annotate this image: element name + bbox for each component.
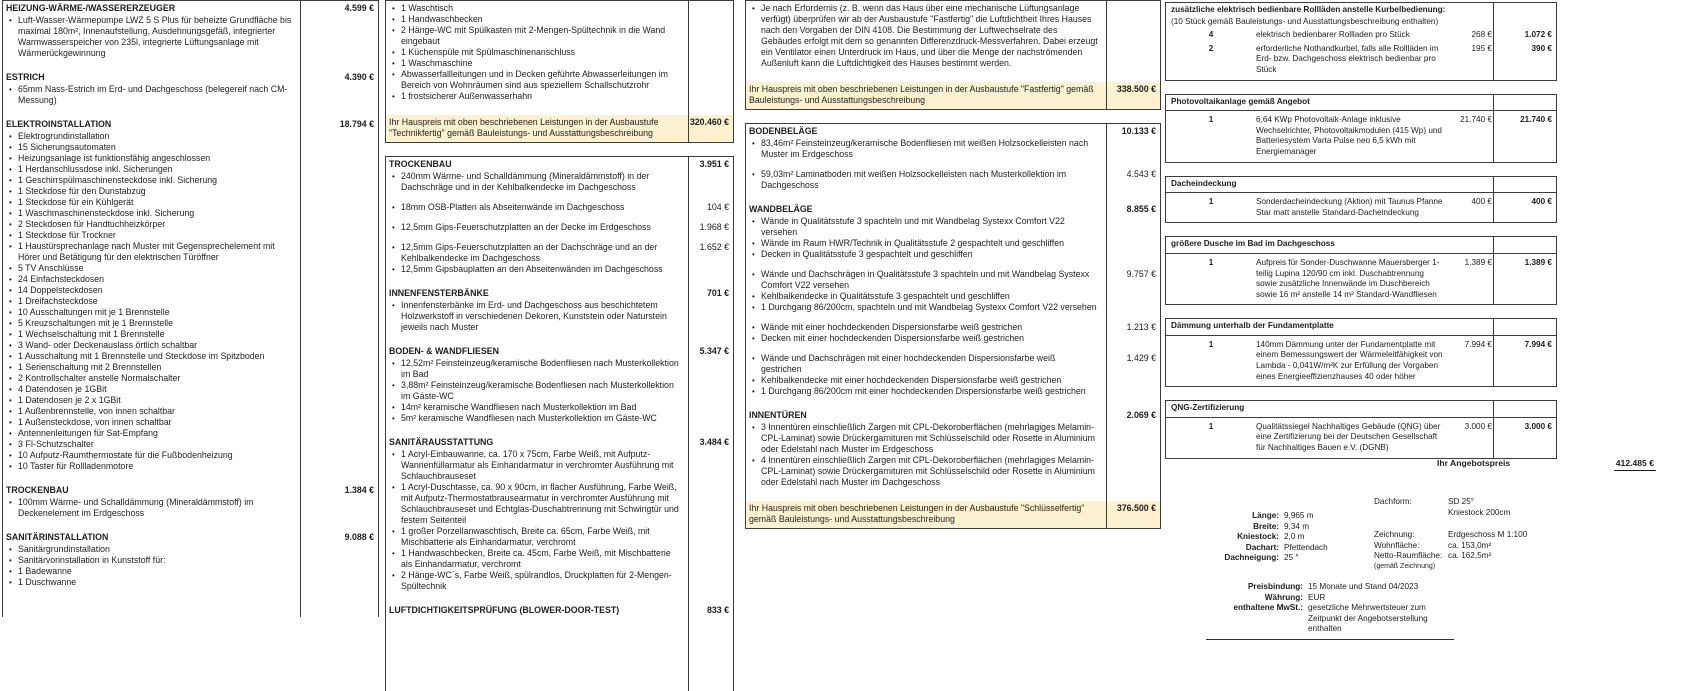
spec-row — [1206, 553, 1328, 564]
spec-label: Kniestock: — [1237, 532, 1279, 542]
item-group — [3, 131, 378, 472]
spec-value: 2,0 m — [1284, 532, 1305, 542]
option-description: elektrisch bedienbarer Rollladen pro Stück — [1256, 30, 1410, 40]
item-group — [3, 15, 378, 59]
section — [3, 532, 378, 588]
option-box — [1165, 236, 1557, 305]
line-item: • Wände im Raum HWR/Technik in Qualitätsstufe 2 gespachtelt und geschliffen — [749, 238, 1098, 249]
section — [3, 119, 378, 472]
option-quantity: 1 — [1208, 421, 1214, 431]
item-group-text — [746, 422, 1106, 488]
option-total-price: 390 € — [1531, 43, 1552, 53]
spec-value: 15 Monate und Stand 04/2023 — [1308, 582, 1419, 591]
spec-label: Wohnfläche: — [1374, 540, 1420, 550]
item-group-text — [386, 222, 688, 233]
price-banner — [386, 115, 733, 142]
section-title: INNENTÜREN — [749, 410, 807, 420]
technikfertig-table — [385, 0, 734, 143]
group-price: 9.757 € — [1126, 269, 1156, 279]
option-unit-price: 21.740 € — [1460, 115, 1492, 125]
item-group-text — [3, 131, 300, 472]
line-item: • 5m² keramische Wandfliesen nach Musterkollektion im Gäste-WC — [389, 413, 680, 424]
option-quantity: 1 — [1208, 115, 1214, 125]
section-price: 8.855 € — [1126, 204, 1156, 214]
item-group-text — [746, 169, 1106, 191]
column-3-panel — [745, 0, 1161, 529]
section — [386, 288, 733, 333]
line-item: • 24 Einfachsteckdosen — [6, 274, 292, 285]
spec-row — [1206, 593, 1454, 604]
option-unit-price: 7.994 € — [1464, 339, 1492, 349]
line-item: • 1 Haustürsprechanlage nach Muster mit Gegensprechelement mit Hörer und Betätigung für den elektrischen Türöffner — [6, 241, 292, 263]
spec-row — [1206, 543, 1328, 554]
item-group-text — [746, 3, 1106, 69]
section — [386, 605, 733, 616]
item-group — [746, 216, 1160, 260]
option-box — [1165, 94, 1557, 163]
line-item: • 14 Doppelsteckdosen — [6, 285, 292, 296]
option-unit-price: 1.389 € — [1464, 257, 1492, 267]
item-group — [3, 544, 378, 588]
spec-value-line: ca. 153,0m² — [1448, 540, 1492, 550]
spec-label: Zeichnung: — [1374, 530, 1415, 540]
option-row — [1166, 113, 1556, 158]
spec-row — [1206, 582, 1454, 593]
option-box-title: Dacheindeckung — [1166, 177, 1556, 194]
line-item: • Decken mit einer hochdeckenden Dispersionsfarbe weiß gestrichen — [749, 333, 1098, 344]
item-group-text — [3, 544, 300, 588]
option-unit-price: 3.000 € — [1464, 421, 1492, 431]
line-item: • 5 TV Anschlüsse — [6, 263, 292, 274]
line-item: • 3 FI-Schutzschalter — [6, 439, 292, 450]
section — [3, 3, 378, 59]
spec-value — [1448, 551, 1491, 562]
group-price: 104 € — [706, 202, 729, 212]
line-item: • 1 Handwaschbecken, Breite ca. 45cm, Farbe Weiß, mit Mischbatterie als Einhandarmatur, verchromt — [389, 548, 680, 570]
banner-price: 376.500 € — [1116, 503, 1156, 513]
section-price: 4.390 € — [344, 72, 374, 82]
line-item: • 1 Waschmaschinensteckdose inkl. Sicherung — [6, 208, 292, 219]
offer-price-value: 412.485 € — [1614, 458, 1656, 471]
section-price: 10.133 € — [1121, 126, 1156, 136]
line-item: • Heizungsanlage ist funktionsfähig angeschlossen — [6, 153, 292, 164]
price-conditions-block — [1206, 582, 1454, 640]
item-group — [386, 300, 733, 333]
option-row — [1166, 42, 1556, 77]
line-item: • 4 Datendosen je 1GBit — [6, 384, 292, 395]
spec-row — [1206, 522, 1328, 533]
item-group-text — [3, 84, 300, 106]
line-item: • 1 Steckdose für ein Kühlgerät — [6, 197, 292, 208]
line-item: • 1 frostsicherer Außenwasserhahn — [389, 91, 680, 102]
spec-row — [1206, 532, 1328, 543]
spec-label: (gemäß Zeichnung) — [1374, 562, 1436, 570]
item-group-text — [386, 3, 688, 102]
spec-label: Dachform: — [1374, 497, 1412, 506]
line-item: • Sanitärvorinstallation in Kunststoff für: — [6, 555, 292, 566]
option-box-title: größere Dusche im Bad im Dachgeschoss — [1166, 237, 1556, 254]
section — [746, 126, 1160, 191]
line-item: • Kehlbalkendecke mit einer hochdeckenden Dispersionsfarbe weiß gestrichen — [749, 375, 1098, 386]
roof-drawing-block — [1374, 497, 1527, 571]
item-group — [386, 242, 733, 275]
group-price: 1.652 € — [699, 242, 729, 252]
section-price: 701 € — [706, 288, 729, 298]
section-header-row — [386, 346, 733, 357]
item-group — [746, 169, 1160, 191]
banner-price: 320.460 € — [689, 117, 729, 127]
line-item: • 1 Badewanne — [6, 566, 292, 577]
section-header-row — [746, 126, 1160, 137]
item-group — [746, 3, 1160, 69]
option-total-price: 1.389 € — [1524, 257, 1552, 267]
line-item: • 1 Serienschaltung mit 2 Brennstellen — [6, 362, 292, 373]
spec-row — [1374, 551, 1527, 562]
spec-value: gesetzliche Mehrwertsteuer zum Zeitpunkt der Angebotserstellung enthalten — [1308, 603, 1428, 634]
option-description: Sonderdacheindeckung (Aktion) mit Taunus Pfanne Star matt anstelle Standard-Dacheindeckung — [1256, 197, 1443, 217]
line-item: • 4 Innentüren einschließlich Zargen mit CPL-Dekoroberflächen (mehrlagiges Melamin-CPL-Laminat) sowie Drückergarnituren mit Schlüsselschild oder Rosette in Aluminium oder Edelstahl nach Muster im Dachgeschoss — [749, 455, 1098, 488]
section-header-row — [3, 485, 378, 496]
option-description: 6,64 KWp Photovoltaik-Anlage inklusive Wechselrichter, Photovoltaikmodulen (415 Wp) und Batteriesystem Varta Pulse neo 6,5 kWh mit Energiemanager — [1256, 115, 1442, 156]
spec-value — [1448, 530, 1527, 541]
section — [746, 204, 1160, 397]
line-item: • 1 Dreifachsteckdose — [6, 296, 292, 307]
section — [3, 485, 378, 519]
option-box-subtitle: (10 Stück gemäß Bauleistungs- und Ausstattungsbeschreibung enthalten) — [1171, 16, 1439, 26]
option-box-title: Photovoltaikanlage gemäß Angebot — [1166, 95, 1556, 112]
line-item: • 10 Aufputz-Raumthermostate für die Fußbodenheizung — [6, 450, 292, 461]
line-item: • Wände und Dachschrägen mit einer hochdeckenden Dispersionsfarbe weiß gestrichen — [749, 353, 1098, 375]
option-quantity: 1 — [1208, 197, 1214, 207]
line-item: • 1 Duschwanne — [6, 577, 292, 588]
line-item: • 240mm Wärme- und Schalldämmung (Mineraldämmstoff) in der Dachschräge und in der Kehlbalkendecke im Dachgeschoss — [389, 171, 680, 193]
spec-row — [1374, 562, 1527, 571]
spec-row — [1374, 541, 1527, 552]
line-item: • Wände in Qualitätsstufe 3 spachteln und mit Wandbelag Systexx Comfort V22 versehen — [749, 216, 1098, 238]
spec-value-line: SD 25° — [1448, 497, 1475, 506]
section — [746, 410, 1160, 488]
option-box-title: QNG-Zertifizierung — [1166, 401, 1556, 418]
line-item: • 2 Hänge-WC mit Spülkasten mit 2-Mengen-Spültechnik in die Wand eingebaut — [389, 25, 680, 47]
item-group — [386, 202, 733, 213]
column-4-panel — [1165, 2, 1557, 472]
option-total-price: 21.740 € — [1520, 115, 1552, 125]
line-item: • 10 Taster für Rollladenmotore — [6, 461, 292, 472]
group-price: 4.543 € — [1126, 169, 1156, 179]
group-price: 1.213 € — [1126, 322, 1156, 332]
section-title: ELEKTROINSTALLATION — [6, 119, 112, 129]
line-item: • 2 Hänge-WC´s, Farbe Weiß, spülrandlos, Druckplatten für 2-Mengen-Spültechnik — [389, 570, 680, 592]
section-price: 3.951 € — [699, 159, 729, 169]
item-group-text — [746, 138, 1106, 160]
option-row — [1166, 195, 1556, 219]
line-item: • 1 Geschirrspülmaschinensteckdose inkl. Sicherung — [6, 175, 292, 186]
spec-label: Dachart: — [1245, 542, 1279, 552]
section-header-row — [746, 410, 1160, 421]
section — [3, 72, 378, 106]
section-price: 18.794 € — [339, 119, 374, 129]
section-header-row — [3, 532, 378, 543]
price-banner — [746, 82, 1160, 109]
line-item: • 65mm Nass-Estrich im Erd- und Dachgeschoss (belegereif nach CM-Messung) — [6, 84, 292, 106]
item-group-text — [386, 171, 688, 193]
section-header-row — [3, 72, 378, 83]
spec-label: Währung: — [1264, 592, 1303, 602]
item-group — [3, 84, 378, 106]
section-price: 4.599 € — [344, 3, 374, 13]
spec-row — [1206, 603, 1454, 635]
option-quantity: 4 — [1208, 30, 1214, 40]
line-item: • Sanitärgrundinstallation — [6, 544, 292, 555]
line-item: • 1 Außenbrennstelle, von innen schaltbar — [6, 406, 292, 417]
banner-text: Ihr Hauspreis mit oben beschriebenen Leistungen in der Ausbaustufe "Technikfertig" gemäß Bauleistungs- und Ausstattungsbeschreibung — [389, 117, 659, 138]
schluesselfertig-table — [745, 123, 1161, 529]
section-header-row — [746, 204, 1160, 215]
section-price: 1.384 € — [344, 485, 374, 495]
item-group-text — [386, 358, 688, 424]
section — [386, 159, 733, 275]
line-item: • 3,88m² Feinsteinzeug/keramische Bodenfliesen nach Musterkollektion im Gäste-WC — [389, 380, 680, 402]
line-item: • 83,46m² Feinsteinzeug/keramische Bodenfliesen mit weißen Holzsockelleisten nach Muster im Erdgeschoss — [749, 138, 1098, 160]
section-header-row — [3, 119, 378, 130]
spec-value: Pfettendach — [1284, 542, 1328, 552]
option-box-title: zusätzliche elektrisch bedienbare Rollläden anstelle Kurbelbedienung: — [1171, 5, 1446, 14]
section-header-row — [386, 159, 733, 170]
spec-value — [1448, 497, 1510, 518]
technik-table-left — [2, 0, 379, 617]
section — [746, 3, 1160, 69]
section-price: 5.347 € — [699, 346, 729, 356]
item-group — [746, 322, 1160, 344]
line-item: • Wände und Dachschrägen in Qualitätsstufe 3 spachteln und mit Wandbelag Systexx Comfort V22 versehen — [749, 269, 1098, 291]
line-item: • Kehlbalkendecke in Qualitätsstufe 3 gespachtelt und geschliffen — [749, 291, 1098, 302]
spec-row — [1206, 511, 1328, 522]
line-item: • Luft-Wasser-Wärmepumpe LWZ 5 S Plus für beheizte Grundfläche bis maximal 180m², Innenaufstellung, Ausdehnungsgefäß, integrierter Warmwasserspeicher von 235l, integrierte Lüftungsanlage mit Wärmerückgewinnung — [6, 15, 292, 59]
line-item: • 100mm Wärme- und Schalldämmung (Mineraldämmstoff) im Deckenelement im Erdgeschoss — [6, 497, 292, 519]
section-header-row — [3, 3, 378, 14]
line-item: • 1 Acryl-Duschtasse, ca. 90 x 90cm, in flacher Ausführung, Farbe Weiß, mit Aufputz-Thermostatbrausearmatur in verchromter Ausführung mit Schlauchbrauseset und Echtglas-Duschabtrennung mit Schwingtür und festem Seitenteil — [389, 482, 680, 526]
option-total-price: 3.000 € — [1524, 421, 1552, 431]
option-description: 140mm Dämmung unter der Fundamentplatte mit einem Bemessungswert der Wärmeleitfähigkeit von Lambda - 0,041W/m²K zur Erfüllung der Vorgaben eines Energieeffizienzhauses 40 oder höher — [1256, 339, 1443, 381]
spec-label: Dachneigung: — [1224, 553, 1279, 563]
line-item: • Wände mit einer hochdeckenden Dispersionsfarbe weiß gestrichen — [749, 322, 1098, 333]
line-item: • 1 Waschtisch — [389, 3, 680, 14]
section-title: HEIZUNG-WÄRME-/WASSERERZEUGER — [6, 3, 176, 13]
item-group-text — [3, 497, 300, 519]
spec-value — [1448, 541, 1491, 552]
item-group-text — [746, 269, 1106, 313]
section-title: TROCKENBAU — [389, 159, 452, 169]
item-group — [746, 353, 1160, 397]
line-item: • 1 Datendosen je 2 x 1GBit — [6, 395, 292, 406]
item-group-text — [3, 15, 300, 59]
spec-label: Breite: — [1253, 521, 1279, 531]
line-item: • 1 Außensteckdose, von innen schaltbar — [6, 417, 292, 428]
section-title: SANITÄRAUSSTATTUNG — [389, 437, 494, 447]
line-item: • Elektrogrundinstallation — [6, 131, 292, 142]
section-price: 9.088 € — [344, 532, 374, 542]
option-row — [1166, 420, 1556, 455]
option-quantity: 2 — [1208, 43, 1214, 53]
banner-price: 338.500 € — [1116, 84, 1156, 94]
option-unit-price: 268 € — [1471, 30, 1492, 40]
line-item: • 12,5mm Gipsbauplatten an den Abseitenwänden im Dachgeschoss — [389, 264, 680, 275]
option-box — [1165, 2, 1557, 81]
line-item: • 1 Steckdose für Trockner — [6, 230, 292, 241]
option-box — [1165, 318, 1557, 387]
line-item: • 1 Herdanschlussdose inkl. Sicherungen — [6, 164, 292, 175]
line-item: • 3 Wand- oder Deckenauslass örtlich schaltbar — [6, 340, 292, 351]
option-box — [1165, 400, 1557, 458]
line-item: • Decken in Qualitätsstufe 3 gespachtelt und geschliffen — [749, 249, 1098, 260]
spec-value: 9,965 m — [1284, 511, 1314, 520]
line-item: • 1 Waschmaschine — [389, 58, 680, 69]
section-header-row — [386, 288, 733, 299]
group-price: 1.429 € — [1126, 353, 1156, 363]
spec-row — [1374, 530, 1527, 541]
section-title: BODEN- & WANDFLIESEN — [389, 346, 499, 356]
spec-label: enthaltene MwSt.: — [1233, 603, 1303, 613]
option-unit-price: 400 € — [1471, 197, 1492, 207]
option-quantity: 1 — [1208, 257, 1214, 267]
item-group-text — [746, 216, 1106, 260]
option-description: erforderliche Nothandkurbel, falls alle Rollläden im Erd- bzw. Dachgeschoss elektrisch bedienbar pro Stück — [1256, 43, 1439, 74]
spec-label: Netto-Raumfläche: — [1374, 551, 1443, 561]
item-group-text — [746, 353, 1106, 397]
item-group — [386, 449, 733, 592]
section-price: 3.484 € — [699, 437, 729, 447]
line-item: • 1 Wechselschaltung mit 1 Brennstelle — [6, 329, 292, 340]
option-total-price: 7.994 € — [1524, 339, 1552, 349]
spec-value-line: Erdgeschoss M 1:100 — [1448, 530, 1528, 540]
section-title: TROCKENBAU — [6, 485, 69, 495]
section — [386, 3, 733, 102]
line-item: • 1 Ausschaltung mit 1 Brennstelle und Steckdose im Spitzboden — [6, 351, 292, 362]
line-item: • Abwasserfallleitungen und in Decken geführte Abwasserleitungen im Bereich von Wohnräumen sind aus speziellem Schallschutzrohr — [389, 69, 680, 91]
section-title: ESTRICH — [6, 72, 45, 82]
line-item: • 2 Steckdosen für Handtuchheizkörper — [6, 219, 292, 230]
item-group-text — [386, 300, 688, 333]
option-box-title: Dämmung unterhalb der Fundamentplatte — [1166, 319, 1556, 336]
spec-value: EUR — [1308, 592, 1326, 602]
option-total-price: 400 € — [1531, 197, 1552, 207]
offer-price-label: Ihr Angebotspreis — [1437, 458, 1511, 468]
spec-label: Länge: — [1252, 511, 1279, 520]
item-group — [386, 222, 733, 233]
item-group — [746, 269, 1160, 313]
spec-value: 9,34 m — [1284, 521, 1310, 531]
option-quantity: 1 — [1208, 339, 1214, 349]
line-item: • 5 Kreuzschaltungen mit je 1 Brennstelle — [6, 318, 292, 329]
section-title: BODENBELÄGE — [749, 126, 818, 136]
line-item: • 1 Küchenspüle mit Spülmaschinenanschluss — [389, 47, 680, 58]
line-item: • 1 Durchgang 86/200cm, spachteln und mit Wandbelag Systexx Comfort V22 versehen — [749, 302, 1098, 313]
item-group — [3, 497, 378, 519]
banner-text: Ihr Hauspreis mit oben beschriebenen Leistungen in der Ausbaustufe "Fastfertig" gemäß Bauleistungs- und Ausstattungsbeschreibung — [749, 84, 1094, 105]
option-row — [1166, 28, 1556, 42]
item-group-text — [386, 242, 688, 275]
section-title: INNENFENSTERBÄNKE — [389, 288, 489, 298]
line-item: • 3 Innentüren einschließlich Zargen mit CPL-Dekoroberflächen (mehrlagiges Melamin-CPL-Laminat) sowie Drückergarnituren mit Schlüsselschild oder Rosette in Aluminium oder Edelstahl nach Muster im Erdgeschoss — [749, 422, 1098, 455]
fastfertig-table-right — [745, 0, 1161, 110]
spec-value-line: ca. 162,5m² — [1448, 551, 1492, 561]
line-item: • 12,5mm Gips-Feuerschutzplatten an der Dachschräge und an der Kehlbalkendecke im Dachgeschoss — [389, 242, 680, 264]
offer-price-row — [1437, 458, 1656, 471]
spec-row — [1374, 497, 1527, 518]
line-item: • 10 Ausschaltungen mit je 1 Brennstelle — [6, 307, 292, 318]
option-description: Qualitätssiegel Nachhaltiges Gebäude (QNG) über eine Zertifizierung bei der Deutschen Gesellschaft für Nachhaltiges Bauen e.V. (DGNB) — [1256, 421, 1441, 453]
price-banner — [746, 501, 1160, 528]
section — [386, 437, 733, 592]
section-header-row — [386, 437, 733, 448]
section-title: SANITÄRINSTALLATION — [6, 532, 109, 542]
line-item: • 14m² keramische Wandfliesen nach Musterkollektion im Bad — [389, 402, 680, 413]
column-1-panel — [2, 0, 379, 617]
line-item: • 12,5mm Gips-Feuerschutzplatten an der Decke im Erdgeschoss — [389, 222, 680, 233]
line-item: • Je nach Erfordernis (z. B. wenn das Haus über eine mechanische Lüftungsanlage verfügt) überprüfen wir ab der Ausbaustufe "Fastfertig" die Luftdichtheit Ihres Hauses nach den Vorgaben der DIN 4108. Die Bestimmung der Luftwechselrate des Gebäudes erfolgt mit dem so genannten Differenzdruck-Messverfahren. Dabei erzeugt ein Ventilator einen Unterdruck im Haus, und über die Menge der nachströmenden Außenluft kann die Luftdichtigkeit des Hauses bestimmt werden. — [749, 3, 1098, 69]
spec-value: 25 ° — [1284, 553, 1299, 563]
section — [386, 346, 733, 424]
section-title: LUFTDICHTIGKEITSPRÜFUNG (BLOWER-DOOR-TEST) — [389, 605, 620, 615]
line-item: • Innenfensterbänke im Erd- und Dachgeschoss aus beschichtetem Holzwerkstoff in verschiedenen Dekoren, Kunststein oder Naturstein jeweils nach Muster — [389, 300, 680, 333]
spec-label: Preisbindung: — [1247, 582, 1303, 591]
option-row — [1166, 338, 1556, 383]
option-box — [1165, 176, 1557, 224]
group-price: 1.968 € — [699, 222, 729, 232]
line-item: • 59,03m² Laminatboden mit weißen Holzsockelleisten nach Musterkollektion im Dachgeschoss — [749, 169, 1098, 191]
line-item: • 1 großer Porzellanwaschtisch, Breite ca. 65cm, Farbe Weiß, mit Mischbatterie als Einhandarmatur, verchromt — [389, 526, 680, 548]
line-item: • 18mm OSB-Platten als Abseitenwände im Dachgeschoss — [389, 202, 680, 213]
line-item: • 2 Kontrollschalter anstelle Normalschalter — [6, 373, 292, 384]
option-unit-price: 195 € — [1471, 43, 1492, 53]
line-item: • 12,52m² Feinsteinzeug/keramische Bodenfliesen nach Musterkollektion im Bad — [389, 358, 680, 380]
item-group — [386, 358, 733, 424]
item-group-text — [386, 449, 688, 592]
section-header-row — [386, 605, 733, 616]
item-group — [386, 171, 733, 193]
fastfertig-table-left — [385, 156, 734, 691]
item-group — [746, 138, 1160, 160]
line-item: • 1 Handwaschbecken — [389, 14, 680, 25]
section-price: 2.069 € — [1126, 410, 1156, 420]
column-2-panel — [385, 0, 734, 691]
banner-text: Ihr Hauspreis mit oben beschriebenen Leistungen in der Ausbaustufe "Schlüsselfertig" gemäß Bauleistungs- und Ausstattungsbeschreibung — [749, 503, 1085, 524]
line-item: • 1 Steckdose für den Dunstabzug — [6, 186, 292, 197]
section-title: WANDBELÄGE — [749, 204, 813, 214]
line-item: • 1 Acryl-Einbauwanne, ca. 170 x 75cm, Farbe Weiß, mit Aufputz-Wannenfüllarmatur als Einhandarmatur in verchromter Ausführung mit Schlauchbrauseset — [389, 449, 680, 482]
item-group-text — [746, 322, 1106, 344]
item-group-text — [386, 202, 688, 213]
option-row — [1166, 256, 1556, 301]
item-group — [746, 422, 1160, 488]
line-item: • 1 Durchgang 86/200cm mit einer hochdeckenden Dispersionsfarbe weiß gestrichen — [749, 386, 1098, 397]
option-description: Aufpreis für Sonder-Duschwanne Mauersberger 1-teilig Lupina 120/90 cm inkl. Duschabtrennung sowie zusätzliche Innenwände im Duschbereich sowie 16 m² anstelle 14 m² Standard-Wandfliesen — [1256, 257, 1440, 299]
item-group — [386, 3, 733, 102]
building-dimensions-block — [1206, 511, 1328, 564]
spec-value-line: Kniestock 200cm — [1448, 507, 1511, 517]
section-price: 833 € — [706, 605, 729, 615]
option-total-price: 1.072 € — [1524, 30, 1552, 40]
line-item: • Antennenleitungen für Sat-Empfang — [6, 428, 292, 439]
line-item: • 15 Sicherungsautomaten — [6, 142, 292, 153]
